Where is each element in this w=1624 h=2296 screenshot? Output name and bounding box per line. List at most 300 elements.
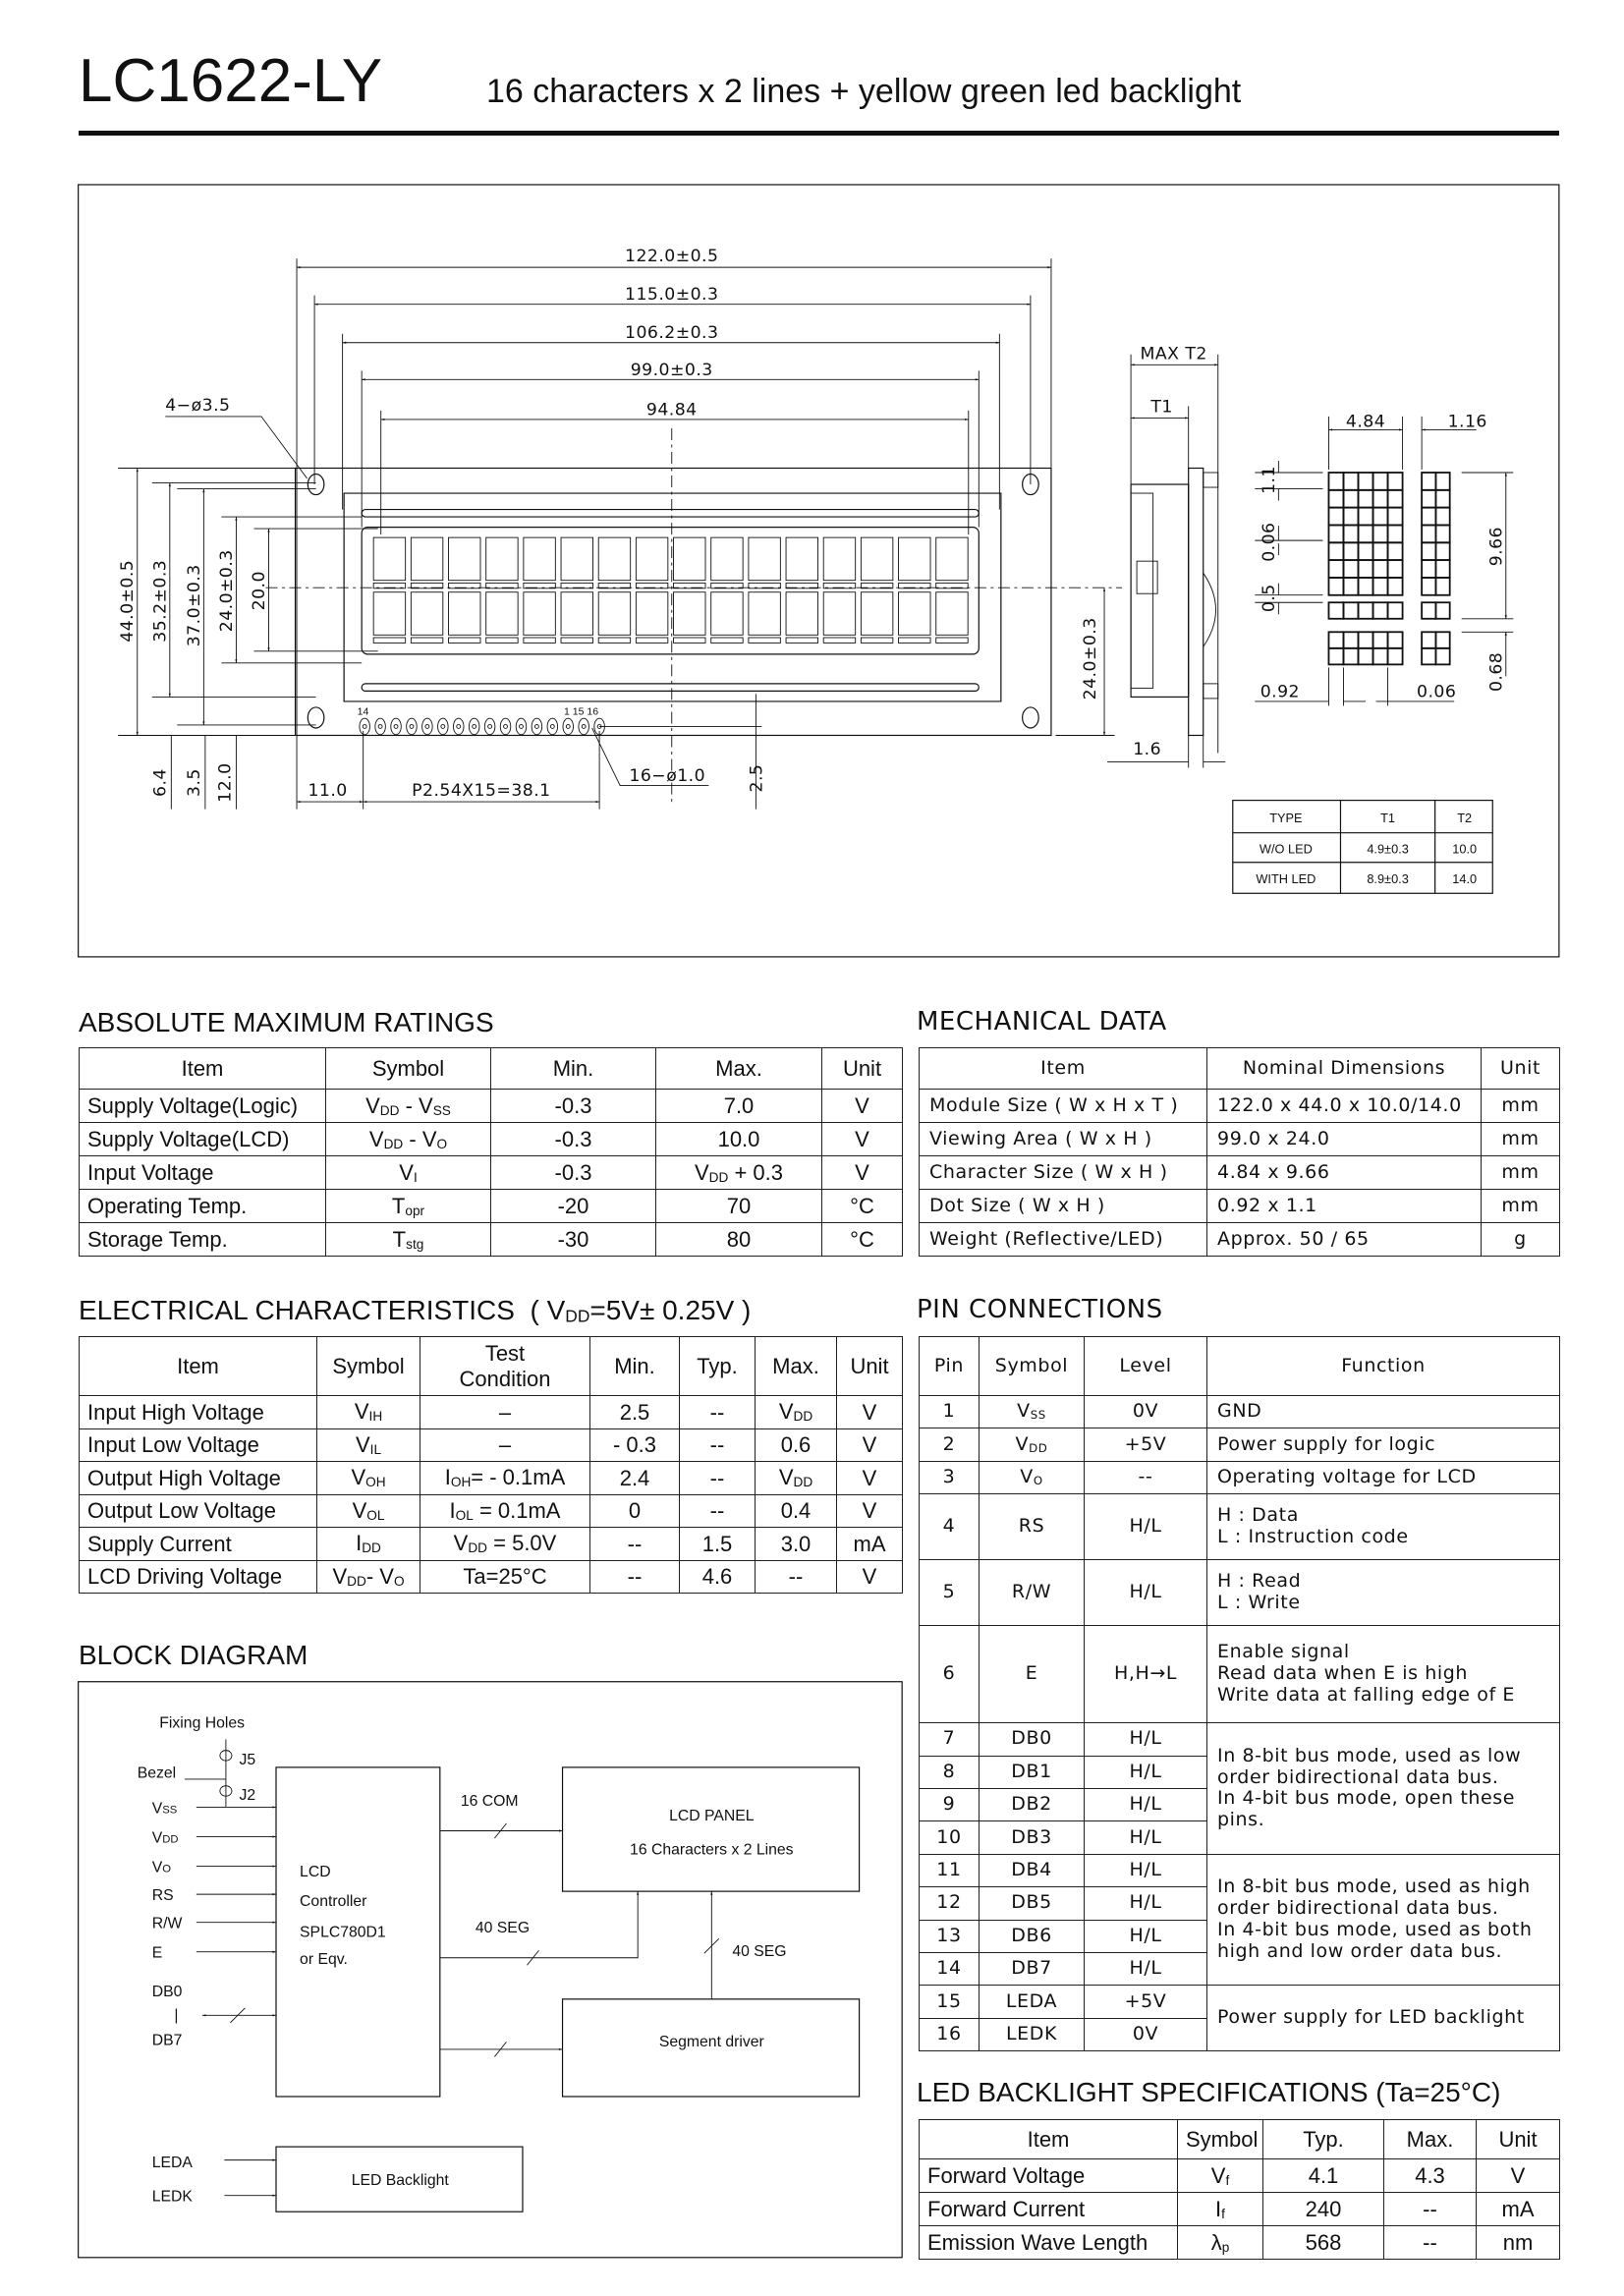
table-cell: V: [1477, 2159, 1560, 2193]
table-row: [920, 1190, 1560, 1223]
pin-cell: DB7: [980, 1952, 1085, 1985]
table-cell: Input High Voltage: [80, 1396, 317, 1429]
dot: [1328, 648, 1343, 665]
pin-cell: 1: [920, 1396, 980, 1428]
segment-driver-label: Segment driver: [658, 2033, 764, 2050]
dot: [1435, 508, 1449, 526]
table-cell: –: [420, 1428, 590, 1462]
symbol-text: V: [1020, 1466, 1034, 1488]
dot: [1422, 542, 1435, 560]
table-cell: --: [1384, 2226, 1477, 2260]
character-cell: [861, 537, 892, 581]
table-cell: V: [837, 1462, 903, 1495]
t2-header: T2: [1457, 811, 1473, 826]
pin-hole: [422, 718, 433, 735]
pin-hole-center: [504, 725, 508, 729]
cell-line: Power supply for logic: [1217, 1432, 1436, 1455]
pin-function: [1207, 1494, 1560, 1560]
dot: [1373, 473, 1388, 490]
table-header-row: [920, 2120, 1560, 2159]
lcd-panel-title: LCD PANEL: [669, 1807, 755, 1824]
dot: [1343, 602, 1358, 619]
pin-cell: H/L: [1085, 1494, 1207, 1560]
table-cell: [326, 1123, 491, 1156]
pin-row: [920, 1494, 1560, 1560]
character-cell: [786, 537, 817, 581]
table-cell: Character Size ( W x H ): [920, 1156, 1207, 1190]
pin-row: [920, 1560, 1560, 1626]
column-header: Typ.: [1263, 2120, 1384, 2159]
seg-label: 40 SEG: [732, 1943, 787, 1961]
table-cell: 122.0 x 44.0 x 10.0/14.0: [1207, 1090, 1482, 1123]
table-cell: -20: [491, 1190, 656, 1223]
dot: [1359, 632, 1373, 648]
symbol-subscript: DD: [379, 1102, 400, 1118]
dot: [1373, 632, 1388, 648]
column-header: Symbol: [980, 1337, 1085, 1396]
db0-label: DB0: [151, 1983, 183, 2000]
column-header: Item: [80, 1048, 326, 1090]
table-cell: Ta=25°C: [420, 1560, 590, 1594]
character-cells: [373, 537, 968, 643]
pin-cell: 5: [920, 1560, 980, 1626]
pin-hole: [360, 718, 370, 735]
type-header: TYPE: [1269, 811, 1303, 826]
table-cell: --: [680, 1428, 756, 1462]
pin-hole-center: [410, 725, 414, 729]
table-cell: –: [420, 1396, 590, 1429]
table-cell: mm: [1482, 1090, 1560, 1123]
pin-hole: [532, 718, 542, 735]
dot: [1373, 648, 1388, 665]
character-cell: [711, 592, 743, 636]
dot: [1359, 473, 1373, 490]
table-row: [920, 2159, 1560, 2193]
pin-cell: H/L: [1085, 1821, 1207, 1854]
cursor-line: [561, 638, 592, 643]
table-cell: --: [680, 1494, 756, 1528]
symbol-subscript: DD: [468, 1540, 488, 1556]
dot: [1373, 508, 1388, 526]
dim-char-area-height: 20.0: [249, 571, 269, 611]
dim-right-height: 24.0±0.3: [1081, 617, 1101, 700]
table-cell: Output Low Voltage: [80, 1494, 317, 1528]
abs-max-table: [79, 1047, 903, 1257]
table-cell: V: [837, 1428, 903, 1462]
character-cell: [674, 592, 705, 636]
table-cell: [317, 1428, 420, 1462]
controller-text: LCD: [300, 1864, 331, 1881]
character-cell: [486, 537, 518, 581]
dot: [1422, 473, 1435, 490]
column-header: Max.: [656, 1048, 822, 1090]
symbol-text: V: [1017, 1400, 1031, 1423]
table-cell: Dot Size ( W x H ): [920, 1190, 1207, 1223]
table-cell: 0.92 x 1.1: [1207, 1190, 1482, 1223]
table-cell: [420, 1494, 590, 1528]
j2-label: J2: [239, 1786, 256, 1804]
pin-hole-center: [441, 725, 445, 729]
table-cell: -30: [491, 1223, 656, 1257]
cursor-line: [598, 638, 630, 643]
input-signal-label: RS: [151, 1887, 174, 1905]
pin-cell: LEDK: [980, 2018, 1085, 2050]
character-cell: [636, 537, 667, 581]
table-cell: Forward Voltage: [920, 2159, 1178, 2193]
pin-hole-center: [488, 725, 492, 729]
table-cell: 3.0: [756, 1528, 837, 1561]
character-cell: [449, 537, 480, 581]
pin-function: [1207, 1396, 1560, 1428]
table-cell: --: [590, 1560, 680, 1594]
dim-max-t2: MAX T2: [1140, 344, 1207, 364]
symbol-subscript: IH: [368, 1409, 383, 1425]
table-row: [80, 1528, 903, 1561]
table-cell: -0.3: [491, 1156, 656, 1190]
column-header: Symbol: [317, 1337, 420, 1396]
dot: [1388, 473, 1403, 490]
column-header: Symbol: [1178, 2120, 1263, 2159]
seg-bus-arrow: [440, 1891, 638, 1958]
table-cell: 1.5: [680, 1528, 756, 1561]
cursor-line: [899, 638, 930, 643]
table-cell: °C: [822, 1223, 903, 1257]
character-cell: [449, 592, 480, 636]
cell-line: L : Instruction code: [1217, 1526, 1409, 1548]
pin-cell: +5V: [1085, 1428, 1207, 1461]
cell-line: pins.: [1217, 1809, 1265, 1831]
ledk-label: LEDK: [151, 2188, 193, 2206]
symbol-subscript: stg: [406, 1236, 424, 1252]
dot: [1422, 602, 1435, 619]
table-row: [920, 2226, 1560, 2260]
dim-t1: T1: [1150, 397, 1173, 418]
type-cell: WITH LED: [1256, 870, 1316, 886]
table-row: [920, 2193, 1560, 2226]
cursor-line: [711, 638, 743, 643]
symbol-subscript: OH: [365, 1475, 386, 1490]
table-row: [920, 1223, 1560, 1257]
pin-label-right: 1 15 16: [564, 705, 599, 718]
pin-cell: R/W: [980, 1560, 1085, 1626]
column-header: Unit: [1482, 1048, 1560, 1090]
symbol-subscript: DD: [1029, 1440, 1048, 1455]
symbol-subscript: opr: [405, 1203, 425, 1218]
drawing-frame: [79, 185, 1559, 957]
character-cell: [786, 592, 817, 636]
dot: [1388, 578, 1403, 595]
symbol-text: V: [332, 1563, 348, 1589]
character-cell: [674, 537, 705, 581]
pin-hole: [484, 718, 495, 735]
cursor-line: [861, 638, 892, 643]
table-cell: [1178, 2159, 1263, 2193]
dot: [1388, 602, 1403, 619]
dim-overall-height: 44.0±0.5: [118, 559, 139, 643]
t1-header: T1: [1380, 811, 1396, 826]
pin-cell: [980, 1428, 1085, 1461]
thickness-type-table: [1233, 801, 1492, 894]
dot: [1388, 525, 1403, 542]
symbol-subscript: DD: [347, 1573, 366, 1589]
cell-line: Power supply for LED backlight: [1217, 2006, 1525, 2029]
pin-hole-center: [550, 725, 554, 729]
dot: [1422, 632, 1435, 648]
controller-text: SPLC780D1: [300, 1924, 386, 1941]
dot: [1328, 473, 1343, 490]
table-cell: V: [837, 1396, 903, 1429]
table-cell: V: [822, 1090, 903, 1123]
symbol-subscript: DD: [708, 1169, 729, 1185]
pin-cell: 7: [920, 1723, 980, 1756]
table-cell: [317, 1494, 420, 1528]
dim-dot-gap-y: 0.06: [1259, 522, 1279, 562]
mechanical-heading: MECHANICAL DATA: [917, 1007, 1167, 1036]
table-cell: [756, 1462, 837, 1495]
t2-cell: 10.0: [1452, 841, 1478, 857]
dot: [1435, 632, 1449, 648]
table-cell: --: [756, 1560, 837, 1594]
pin-row: [920, 1626, 1560, 1723]
cell-line: high and low order data bus.: [1217, 1939, 1503, 1962]
table-row: [920, 1123, 1560, 1156]
pin-hole-center: [566, 725, 570, 729]
pin-function: [1207, 1723, 1560, 1855]
table-cell: 99.0 x 24.0: [1207, 1123, 1482, 1156]
pin-cell: DB4: [980, 1854, 1085, 1886]
block-diagram-frame: [79, 1682, 903, 2258]
dot: [1435, 602, 1449, 619]
symbol-text: = 5.0V: [487, 1531, 557, 1556]
table-cell: Supply Voltage(LCD): [80, 1123, 326, 1156]
pin-hole: [547, 718, 558, 735]
symbol-text: + 0.3: [728, 1159, 784, 1185]
table-cell: 10.0: [656, 1123, 822, 1156]
pin-hole: [579, 718, 589, 735]
table-row: [920, 1156, 1560, 1190]
pin-cell: H/L: [1085, 1887, 1207, 1920]
dot: [1328, 560, 1343, 578]
pin-cell: 6: [920, 1626, 980, 1723]
table-row: [80, 1190, 903, 1223]
pin-cell: DB2: [980, 1788, 1085, 1820]
table-row: [920, 1090, 1560, 1123]
table-cell: 80: [656, 1223, 822, 1257]
t1-cell: 8.9±0.3: [1367, 870, 1409, 886]
table-cell: [326, 1090, 491, 1123]
character-cell: [749, 592, 780, 636]
table-cell: mA: [1477, 2193, 1560, 2226]
pin-hole-center: [363, 725, 366, 729]
symbol-text: V: [1210, 2162, 1226, 2188]
pin-function: [1207, 1428, 1560, 1461]
table-cell: 4.6: [680, 1560, 756, 1594]
pin-cell: 0V: [1085, 1396, 1207, 1428]
controller-text: Controller: [300, 1893, 367, 1911]
table-cell: Input Voltage: [80, 1156, 326, 1190]
column-header: Min.: [491, 1048, 656, 1090]
table-cell: [317, 1560, 420, 1594]
pin-cell: 15: [920, 1986, 980, 2018]
table-row: [80, 1462, 903, 1495]
block-diagram-heading: BLOCK DIAGRAM: [79, 1640, 308, 1670]
table-cell: 0.4: [756, 1494, 837, 1528]
table-cell: 70: [656, 1190, 822, 1223]
input-signal-label: R/W: [151, 1915, 183, 1932]
db7-label: DB7: [151, 2032, 183, 2049]
symbol-text: V: [368, 1126, 384, 1151]
cursor-line: [823, 638, 855, 643]
dot: [1373, 560, 1388, 578]
character-cell: [711, 537, 743, 581]
symbol-text: λ: [1210, 2229, 1222, 2255]
dimensional-drawing: [79, 185, 1559, 957]
dot: [1373, 602, 1388, 619]
table-cell: 2.4: [590, 1462, 680, 1495]
dot: [1373, 578, 1388, 595]
pin-connections-table: [919, 1336, 1560, 2051]
symbol-subscript: OL: [455, 1507, 474, 1523]
symbol-subscript: SS: [1030, 1408, 1046, 1423]
column-header: Max.: [756, 1337, 837, 1396]
block-diagram: [79, 1682, 903, 2258]
cursor-line: [786, 638, 817, 643]
dot: [1422, 508, 1435, 526]
table-cell: V: [837, 1560, 903, 1594]
dot: [1373, 542, 1388, 560]
pin-cell: [980, 1396, 1085, 1428]
dim-pin-holes: 16−ø1.0: [629, 766, 706, 787]
table-header-row: [920, 1048, 1560, 1090]
table-cell: Module Size ( W x H x T ): [920, 1090, 1207, 1123]
pin-cell: DB5: [980, 1887, 1085, 1920]
table-cell: Viewing Area ( W x H ): [920, 1123, 1207, 1156]
symbol-text: I: [356, 1531, 363, 1556]
pin-cell: DB1: [980, 1756, 1085, 1788]
cursor-line: [411, 638, 442, 643]
symbol-text: V: [778, 1465, 794, 1490]
table-row: [80, 1396, 903, 1429]
cursor-line: [749, 638, 780, 643]
cell-line: In 8-bit bus mode, used as low: [1217, 1744, 1522, 1766]
dim-pin-pitch: P2.54X15=38.1: [412, 781, 551, 802]
pin-cell: DB0: [980, 1723, 1085, 1756]
dot: [1359, 490, 1373, 508]
pin-cell: H/L: [1085, 1952, 1207, 1985]
dot: [1328, 525, 1343, 542]
table-header-row: [80, 1048, 903, 1090]
dot: [1343, 525, 1358, 542]
symbol-text: I: [444, 1465, 451, 1490]
pin-hole: [563, 718, 574, 735]
t2-cell: 14.0: [1452, 870, 1478, 886]
pin-cell: 12: [920, 1887, 980, 1920]
cursor-line: [486, 638, 518, 643]
table-cell: °C: [822, 1190, 903, 1223]
symbol-text: V: [355, 1431, 370, 1457]
table-cell: mm: [1482, 1190, 1560, 1223]
table-cell: -0.3: [491, 1090, 656, 1123]
dot: [1359, 578, 1373, 595]
seg-label: 40 SEG: [475, 1920, 531, 1937]
dot: [1328, 508, 1343, 526]
pin-row: [920, 1461, 1560, 1493]
character-cell: [524, 592, 555, 636]
cursor-line: [373, 638, 405, 643]
cell-line: In 4-bit bus mode, open these: [1217, 1787, 1516, 1810]
pin-row: [920, 1986, 1560, 2018]
table-cell: Operating Temp.: [80, 1190, 326, 1223]
dot: [1373, 490, 1388, 508]
cursor-line: [936, 638, 968, 643]
pin-row: [920, 1396, 1560, 1428]
table-cell: [656, 1156, 822, 1190]
symbol-subscript: f: [1221, 2206, 1225, 2221]
dot: [1388, 648, 1403, 665]
electrical-table: [79, 1336, 903, 1594]
table-cell: [317, 1396, 420, 1429]
pin-cell: H/L: [1085, 1756, 1207, 1788]
column-header: Item: [920, 1048, 1207, 1090]
dim-hole-pitch-x: 115.0±0.3: [625, 285, 719, 306]
character-cell: [561, 592, 592, 636]
symbol-subscript: OL: [366, 1507, 385, 1523]
table-cell: --: [680, 1396, 756, 1429]
cell-line: Test: [484, 1341, 526, 1367]
column-header: Max.: [1384, 2120, 1477, 2159]
character-cell: [936, 537, 968, 581]
character-cell: [636, 592, 667, 636]
led-backlight-table: [919, 2119, 1560, 2260]
dot: [1328, 490, 1343, 508]
model-title: LC1622-LY: [79, 47, 383, 115]
cursor-line: [524, 638, 555, 643]
pin-cell: 8: [920, 1756, 980, 1788]
character-cell: [561, 537, 592, 581]
electrical-condition-rest: =5V± 0.25V ): [589, 1295, 752, 1325]
cell-line: order bidirectional data bus.: [1217, 1897, 1499, 1920]
character-cell: [411, 537, 442, 581]
cell-line: L : Write: [1217, 1592, 1301, 1614]
table-cell: 4.84 x 9.66: [1207, 1156, 1482, 1190]
dot: [1422, 578, 1435, 595]
dot: [1422, 648, 1435, 665]
dot: [1435, 542, 1449, 560]
column-header: Item: [80, 1337, 317, 1396]
pin-function: [1207, 1560, 1560, 1626]
column-header: Unit: [837, 1337, 903, 1396]
character-cell: [411, 592, 442, 636]
dot: [1343, 490, 1358, 508]
dim-holes: 4−ø3.5: [165, 395, 231, 416]
column-header: Unit: [1477, 2120, 1560, 2159]
cell-line: Read data when E is high: [1217, 1662, 1469, 1685]
pin-hole-center: [457, 725, 461, 729]
table-cell: Forward Current: [920, 2193, 1178, 2226]
table-cell: Weight (Reflective/LED): [920, 1223, 1207, 1257]
pin-hole: [469, 718, 479, 735]
dim-dot-height: 1.1: [1259, 466, 1279, 494]
cell-line: Condition: [459, 1366, 551, 1391]
dim-viewing-height: 24.0±0.3: [216, 549, 237, 633]
dot: [1388, 542, 1403, 560]
input-signal-label: VSS: [151, 1800, 178, 1818]
table-cell: mA: [837, 1528, 903, 1561]
pin-cell: 2: [920, 1428, 980, 1461]
table-cell: Supply Voltage(Logic): [80, 1090, 326, 1123]
pin-cell: 3: [920, 1461, 980, 1493]
table-cell: Emission Wave Length: [920, 2226, 1178, 2260]
